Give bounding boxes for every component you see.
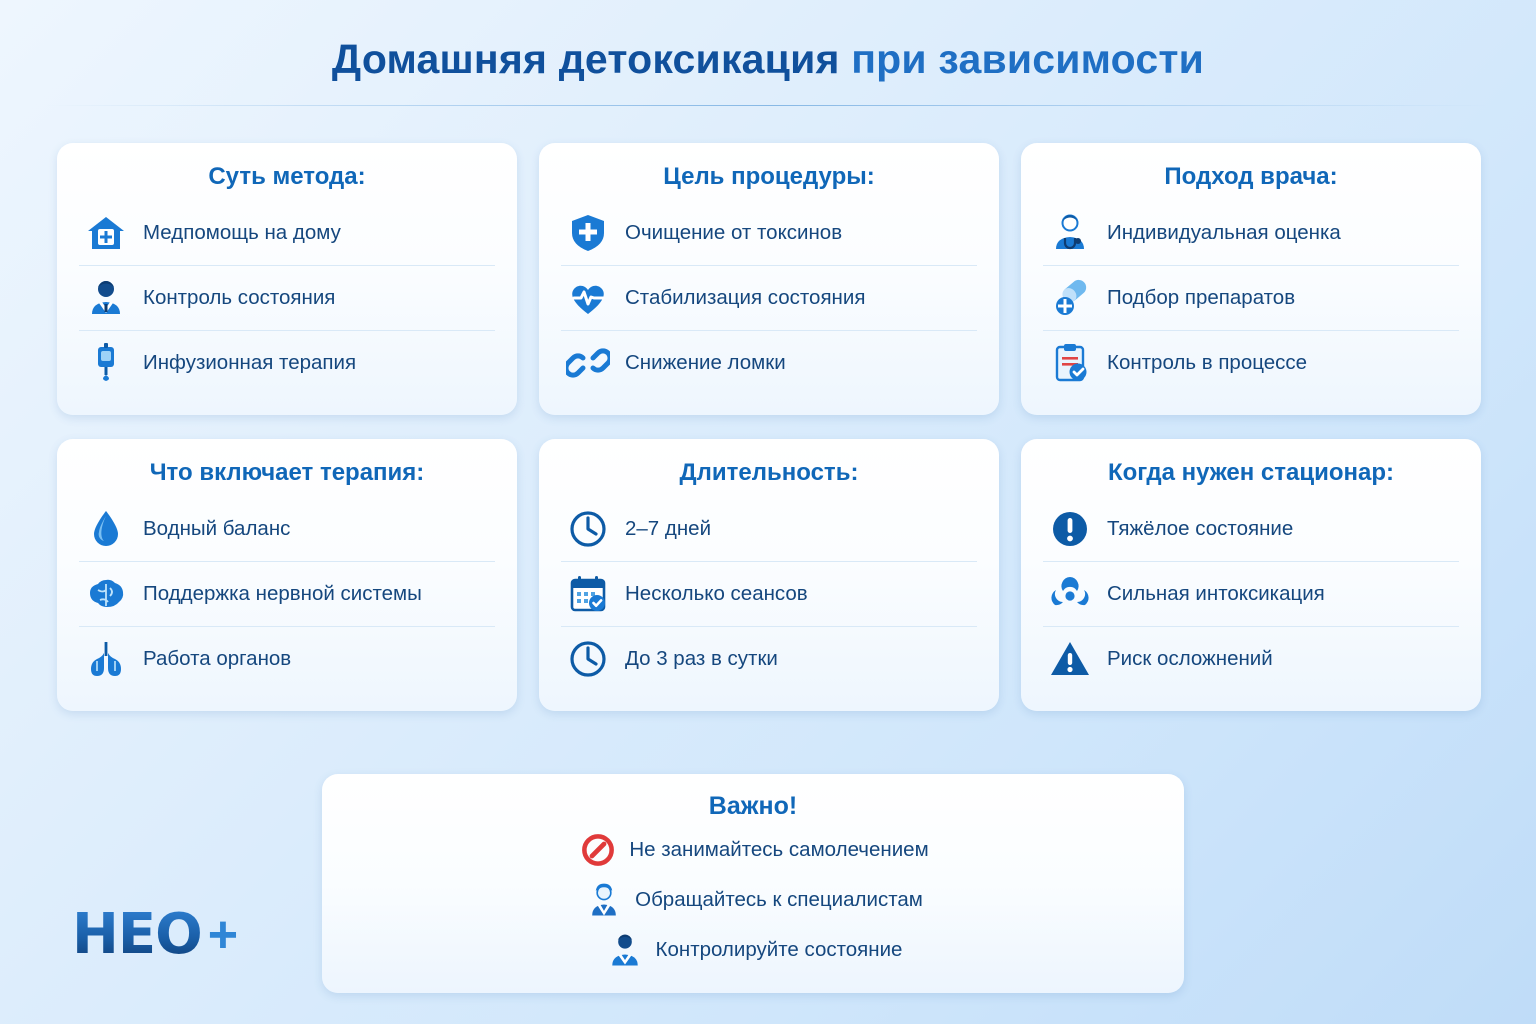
brand-logo [72,900,287,970]
biohazard-icon [1047,571,1093,617]
list-item [342,925,1164,975]
list-item-label: Стабилизация состояния [625,286,866,310]
list-item [342,825,1164,875]
list-item-label: Сильная интоксикация [1107,582,1325,606]
card-title: Что включает терапия: [149,459,425,486]
card-chto-vklyuchaet-terapiya [57,439,517,711]
list-item [1043,266,1459,331]
iv-drip-icon [83,340,129,386]
logo-plus-icon: + [207,906,239,964]
list-item [79,497,495,562]
water-drop-icon [83,506,129,552]
list-item [561,497,977,562]
list-item-label: Контроль состояния [143,286,336,310]
clipboard-check-icon [1047,340,1093,386]
home-medical-icon [83,210,129,256]
doctor-stethoscope-icon [1047,210,1093,256]
card-cel-procedury [539,143,999,415]
list-item [79,331,495,395]
card-title: Важно! [708,792,798,820]
list-item-label: Очищение от токсинов [625,221,843,245]
card-podhod-vracha [1021,143,1481,415]
list-item [79,562,495,627]
list-item [1043,201,1459,266]
logo-text: HEO [72,902,202,967]
lungs-icon [83,636,129,682]
doctor-icon [83,275,129,321]
list-item-label: Индивидуальная оценка [1107,221,1341,245]
list-item [561,562,977,627]
page-title [0,36,1536,83]
pills-icon [1047,275,1093,321]
list-item-label: Не занимайтесь самолечением [629,838,929,861]
chain-link-icon [565,340,611,386]
list-item-label: Поддержка нервной системы [143,582,422,606]
list-item-label: Тяжёлое состояние [1107,517,1294,541]
page-title-rest: при зависимости [839,36,1205,82]
calendar-check-icon [565,571,611,617]
cards-grid [57,143,1482,711]
card-title: Длительность: [679,459,859,486]
list-item-label: Несколько сеансов [625,582,808,606]
list-item-label: Снижение ломки [625,351,786,375]
list-item-label: Подбор препаратов [1107,286,1296,310]
list-item-label: Контроль в процессе [1107,351,1308,375]
list-item-label: Инфузионная терапия [143,351,357,375]
list-item [561,331,977,395]
list-item [79,201,495,266]
list-item-label: До 3 раз в сутки [625,647,778,671]
heart-pulse-icon [565,275,611,321]
list-item [1043,562,1459,627]
card-title: Цель процедуры: [663,163,875,190]
warning-triangle-icon [1047,636,1093,682]
clock-icon [565,506,611,552]
list-item [1043,497,1459,562]
page-header [0,0,1536,106]
list-item [342,875,1164,925]
specialist-icon [583,879,625,921]
list-item [79,627,495,691]
doctor-monitor-icon [604,929,646,971]
list-item [561,266,977,331]
shield-cross-icon [565,210,611,256]
card-title: Подход врача: [1164,163,1338,190]
list-item-label: 2–7 дней [625,517,712,541]
card-sut-metoda [57,143,517,415]
list-item [1043,627,1459,691]
list-item-label: Работа органов [143,647,292,671]
title-divider [45,105,1491,106]
list-item [79,266,495,331]
list-item [1043,331,1459,395]
clock-icon [565,636,611,682]
list-item-label: Обращайтесь к специалистам [635,888,923,911]
list-item-label: Риск осложнений [1107,647,1273,671]
page-title-strong: Домашняя детоксикация [331,36,840,82]
list-item-label: Контролируйте состояние [655,938,903,961]
list-item [561,627,977,691]
list-item-label: Водный баланс [143,517,291,541]
card-title: Когда нужен стационар: [1107,459,1395,486]
card-kogda-nuzhen-stacionar [1021,439,1481,711]
exclamation-circle-icon [1047,506,1093,552]
no-entry-icon [577,829,619,871]
card-dlitelnost [539,439,999,711]
card-title: Суть метода: [208,163,366,190]
list-item [561,201,977,266]
card-important [322,774,1184,993]
brain-icon [83,571,129,617]
list-item-label: Медпомощь на дому [143,221,341,245]
